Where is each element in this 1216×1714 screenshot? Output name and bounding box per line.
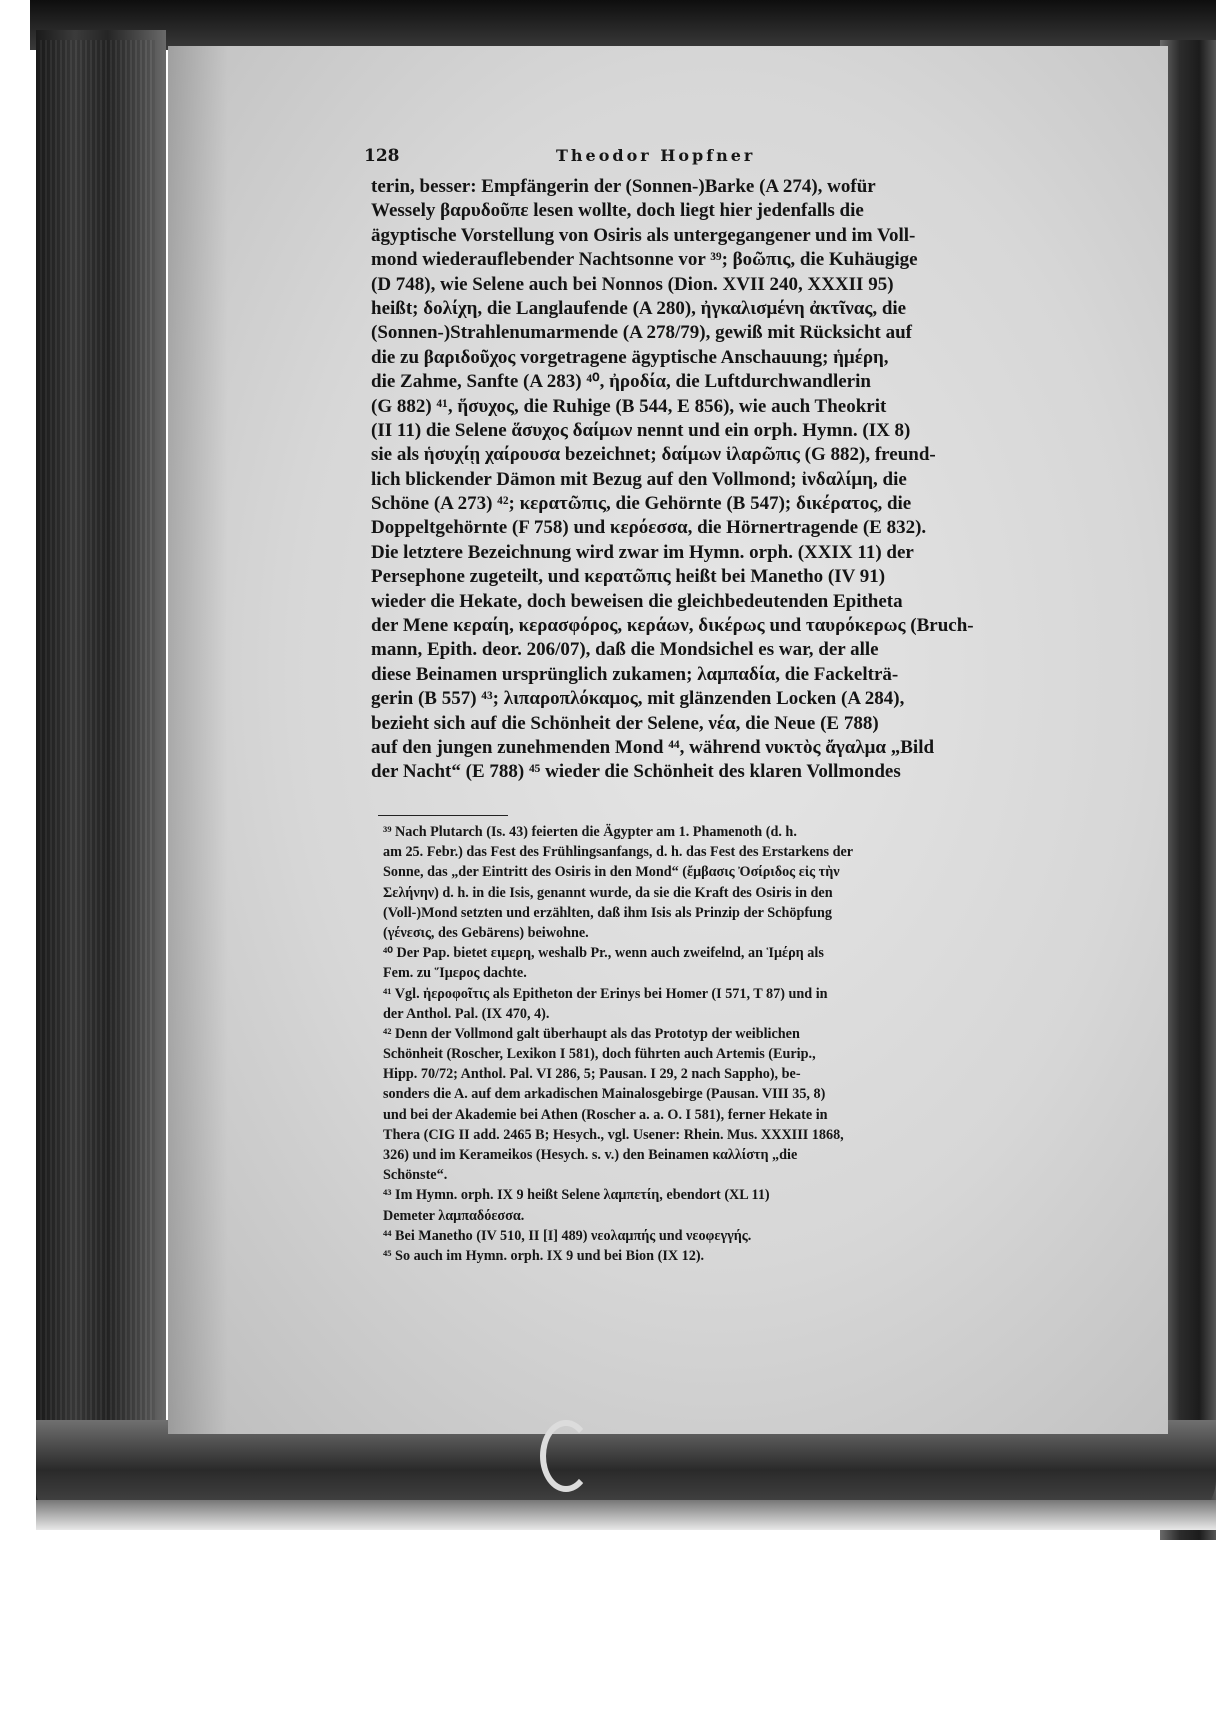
body-line: Doppeltgehörnte (F 758) und κερόεσσα, die Hörnertragende (E 832). — [371, 517, 927, 539]
footnote-line: ⁴⁴ Bei Manetho (IV 510, II [I] 489) νεολαμπής und νεοφεγγής. — [383, 1227, 752, 1244]
footnote-line: ⁴⁰ Der Pap. bietet ειμερη, weshalb Pr., wenn auch zweifelnd, an Ἱμέρη als — [383, 945, 824, 962]
footnote-line: ⁴³ Im Hymn. orph. IX 9 heißt Selene λαμπετίη, ebendort (XL 11) — [383, 1187, 770, 1204]
footnote-line: Thera (CIG II add. 2465 B; Hesych., vgl. Usener: Rhein. Mus. XXXIII 1868, — [383, 1126, 844, 1143]
footnote-line: 326) und im Kerameikos (Hesych. s. v.) den Beinamen καλλίστη „die — [383, 1147, 798, 1163]
footnote-line: und bei der Akademie bei Athen (Roscher a. a. O. I 581), ferner Hekate in — [383, 1106, 828, 1123]
footnote-line: am 25. Febr.) das Fest des Frühlingsanfangs, d. h. das Fest des Erstarkens der — [383, 844, 854, 861]
bottom-fade — [36, 1500, 1216, 1530]
body-line: bezieht sich auf die Schönheit der Selene, νέα, die Neue (E 788) — [371, 712, 879, 734]
body-line: (G 882) ⁴¹, ἥσυχος, die Ruhige (B 544, E 856), wie auch Theokrit — [371, 395, 887, 417]
footnote-line: (γένεσις, des Gebärens) beiwohne. — [383, 924, 589, 941]
running-title: Theodor Hopfner — [556, 146, 756, 165]
footnote-line: ⁴² Denn der Vollmond galt überhaupt als das Prototyp der weiblichen — [383, 1025, 800, 1042]
spine-texture — [40, 40, 155, 1490]
body-line: wieder die Hekate, doch beweisen die gleichbedeutenden Epitheta — [371, 590, 903, 612]
body-line: (D 748), wie Selene auch bei Nonnos (Dion. XVII 240, XXXII 95) — [371, 273, 894, 295]
running-header — [364, 146, 1044, 170]
footnote-line: ⁴⁵ So auch im Hymn. orph. IX 9 und bei Bion (IX 12). — [383, 1247, 705, 1264]
footnote-line: Schönste“. — [383, 1167, 448, 1184]
body-line: mond wiederauflebender Nachtsonne vor ³⁹; βοῶπις, die Kuhäugige — [371, 249, 918, 271]
footnote-line: ⁴¹ Vgl. ἠεροφοῖτις als Epitheton der Erinys bei Homer (I 571, T 87) und in — [383, 985, 828, 1002]
body-line: auf den jungen zunehmenden Mond ⁴⁴, während νυκτὸς ἄγαλμα „Bild — [371, 736, 935, 758]
body-line: terin, besser: Empfängerin der (Sonnen-)Barke (A 274), wofür — [371, 176, 876, 197]
body-line: Schöne (A 273) ⁴²; κερατῶπις, die Gehörnte (B 547); δικέρατος, die — [371, 493, 912, 515]
body-line: (Sonnen-)Strahlenumarmende (A 278/79), gewiß mit Rücksicht auf — [371, 322, 912, 344]
footnote-line: Fem. zu Ἵμερος dachte. — [383, 965, 527, 982]
body-line: lich blickender Dämon mit Bezug auf den Vollmond; ἰνδαλίμη, die — [371, 468, 907, 490]
footnote-separator — [378, 815, 508, 816]
footnote-line: Schönheit (Roscher, Lexikon I 581), doch führten auch Artemis (Eurip., — [383, 1046, 816, 1063]
footnote-line: (Voll-)Mond setzten und erzählten, daß ihm Isis als Prinzip der Schöpfung — [383, 904, 832, 921]
footnote-line: ³⁹ Nach Plutarch (Is. 43) feierten die Ägypter am 1. Phamenoth (d. h. — [383, 824, 797, 840]
body-line: Persephone zugeteilt, und κερατῶπις heißt bei Manetho (IV 91) — [371, 566, 886, 588]
footnote-line: Demeter λαμπαδόεσσα. — [383, 1207, 525, 1224]
footnote-line: der Anthol. Pal. (IX 470, 4). — [383, 1005, 550, 1022]
footnotes — [383, 822, 1043, 1266]
page-number: 128 — [364, 146, 400, 166]
body-line: Die letztere Bezeichnung wird zwar im Hymn. orph. (XXIX 11) der — [371, 541, 914, 563]
body-line: mann, Epith. deor. 206/07), daß die Mondsichel es war, der alle — [371, 639, 879, 661]
body-line: die Zahme, Sanfte (A 283) ⁴⁰, ἠροδία, die Luftdurchwandlerin — [371, 371, 871, 393]
body-line: heißt; δολίχη, die Langlaufende (A 280), ἠγκαλισμένη ἀκτῖνας, die — [371, 297, 907, 319]
footnote-line: Sonne, das „der Eintritt des Osiris in den Mond“ (ἔμβασις Ὀσίριδος εἰς τὴν — [383, 864, 840, 881]
body-line: der Mene κεραίη, κερασφόρος, κεράων, δικέρως und ταυρόκερως (Bruch- — [371, 615, 974, 637]
body-line: sie als ἡσυχίῃ χαίρουσα bezeichnet; δαίμων ἱλαρῶπις (G 882), freund- — [371, 444, 936, 466]
footnote-line: Hipp. 70/72; Anthol. Pal. VI 286, 5; Pausan. I 29, 2 nach Sappho), be- — [383, 1066, 801, 1083]
body-text — [371, 175, 1041, 785]
body-line: (II 11) die Selene ἅσυχος δαίμων nennt und ein orph. Hymn. (IX 8) — [371, 419, 911, 441]
page-edge-right — [1160, 40, 1216, 1540]
body-line: der Nacht“ (E 788) ⁴⁵ wieder die Schönheit des klaren Vollmondes — [371, 761, 901, 783]
scan-frame-top — [30, 0, 1216, 50]
body-line: die zu βαριδοῦχος vorgetragene ägyptische Anschauung; ἡμέρη, — [371, 346, 889, 368]
footnote-line: sonders die A. auf dem arkadischen Mainalosgebirge (Pausan. VIII 35, 8) — [383, 1086, 826, 1103]
clip-mark — [540, 1420, 592, 1492]
page-gutter-shade — [168, 46, 228, 1434]
footnote-line: Σελήνην) d. h. in die Isis, genannt wurde, da sie die Kraft des Osiris in den — [383, 884, 833, 901]
body-line: diese Beinamen ursprünglich zukamen; λαμπαδία, die Fackelträ- — [371, 663, 899, 685]
body-line: gerin (B 557) ⁴³; λιπαροπλόκαμος, mit glänzenden Locken (A 284), — [371, 688, 905, 710]
body-line: Wessely βαρυδοῦπε lesen wollte, doch liegt hier jedenfalls die — [371, 200, 864, 222]
body-line: ägyptische Vorstellung von Osiris als untergegangener und im Voll- — [371, 224, 916, 246]
